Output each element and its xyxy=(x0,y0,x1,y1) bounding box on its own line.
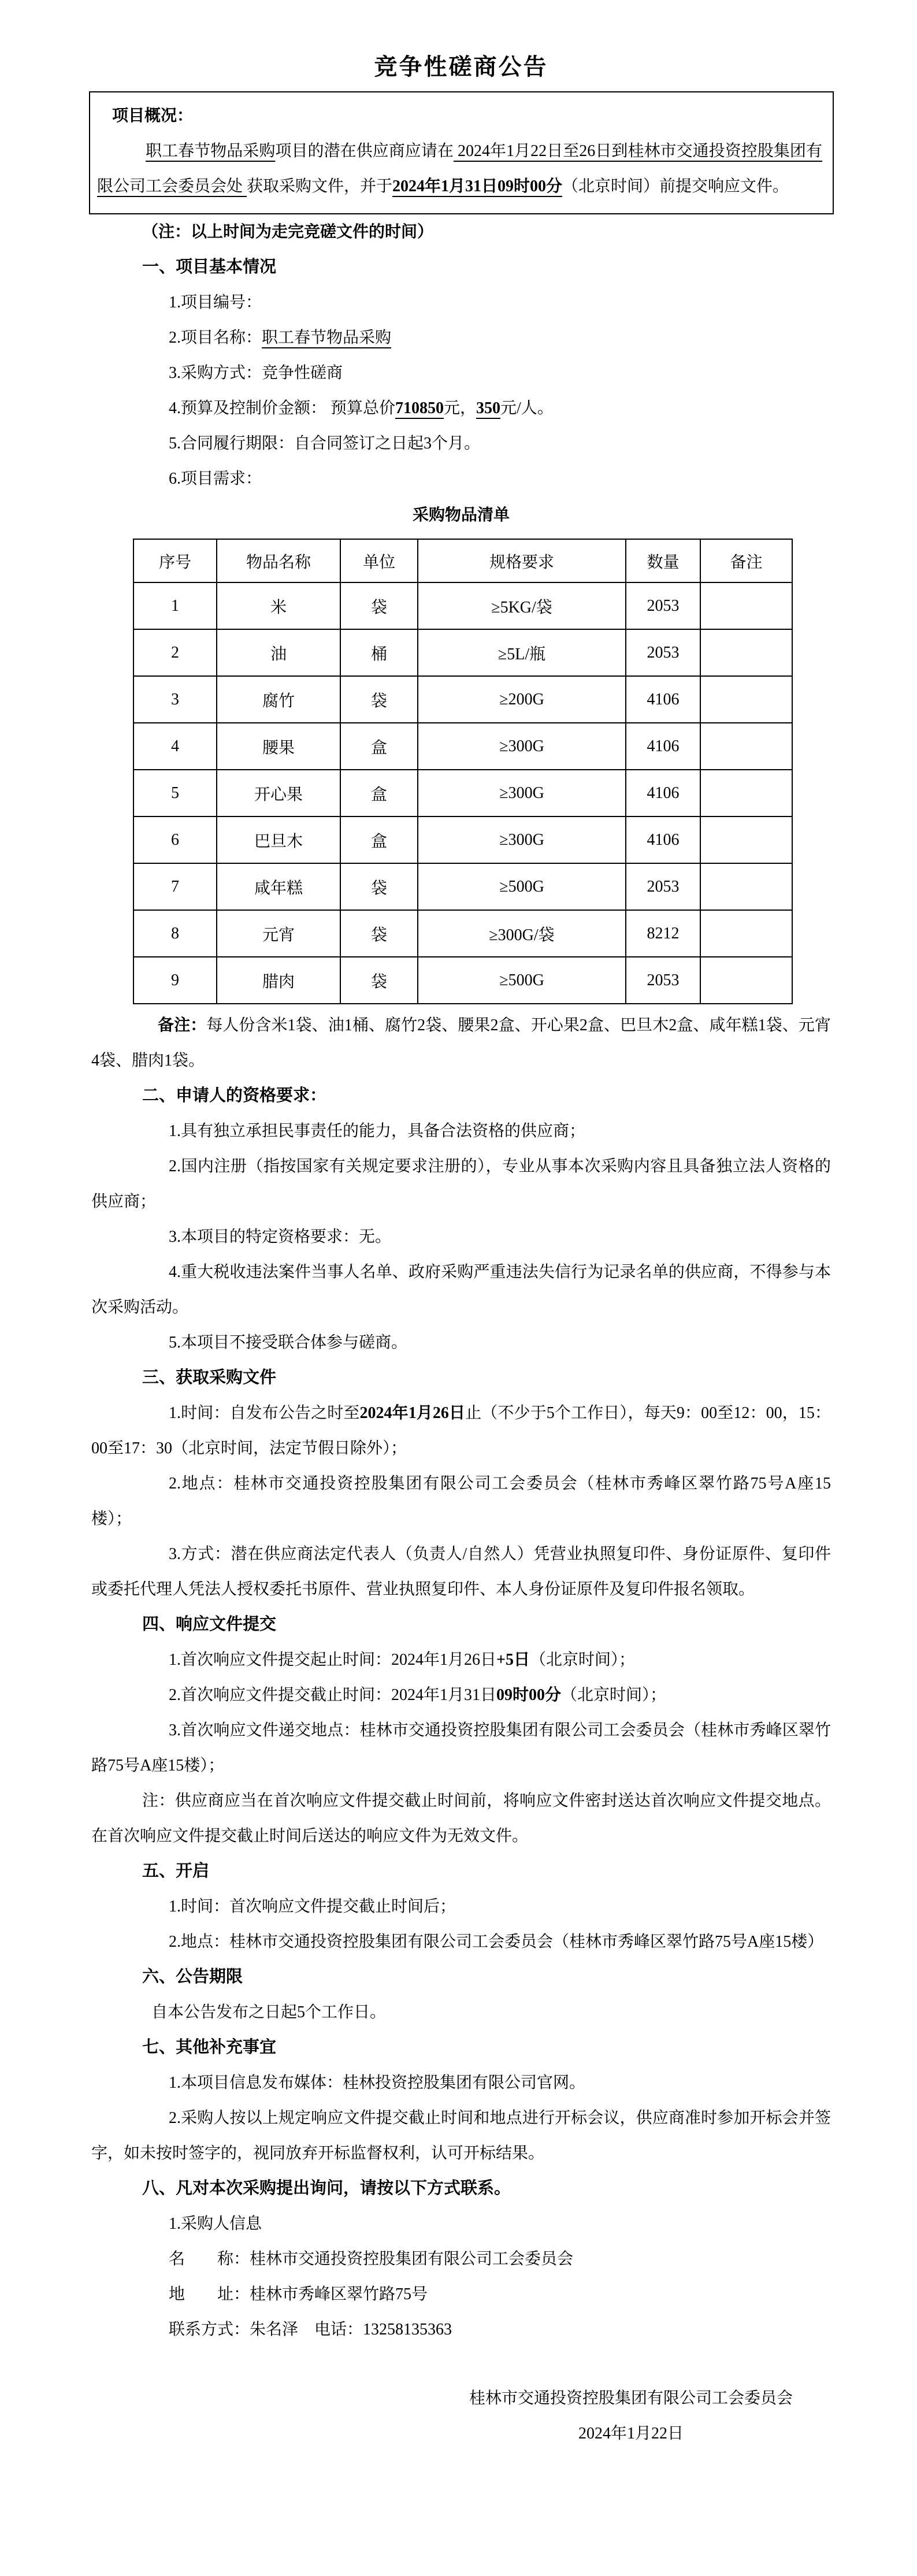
table-cell: ≥300G xyxy=(418,770,626,816)
table-cell: ≥200G xyxy=(418,676,626,723)
section6-heading: 六、公告期限 xyxy=(142,1968,243,1986)
table-cell: ≥500G xyxy=(418,957,626,1004)
media-item: 1.本项目信息发布媒体：桂林投资控股集团有限公司官网。 xyxy=(169,2074,586,2092)
signature-block xyxy=(91,2381,831,2451)
item-text: 1.首次响应文件提交起止时间：2024年1月26日 xyxy=(169,1651,497,1669)
table-cell xyxy=(700,723,792,770)
table-cell: ≥300G/袋 xyxy=(418,910,626,957)
obtain-deadline-date: 2024年1月26日 xyxy=(359,1404,466,1422)
open-place-item: 2.地点：桂林市交通投资控股集团有限公司工会委员会（桂林市秀峰区翠竹路75号A座15楼） xyxy=(169,1933,824,1951)
overview-text: 获取采购文件，并于 xyxy=(247,177,393,195)
budget-item xyxy=(91,391,831,426)
table-cell: 5 xyxy=(133,770,217,816)
table-cell: 7 xyxy=(133,863,217,910)
item-text: 4.预算及控制价金额： 预算总价 xyxy=(169,399,396,417)
table-cell xyxy=(700,957,792,1004)
table-cell: 腰果 xyxy=(217,723,340,770)
table-row xyxy=(133,582,792,629)
overview-box xyxy=(89,91,834,214)
table-cell: 油 xyxy=(217,629,340,676)
purchaser-info-subheading: 1.采购人信息 xyxy=(169,2215,262,2233)
signature-org: 桂林市交通投资控股集团有限公司工会委员会 xyxy=(469,2389,793,2407)
section2-heading: 二、申请人的资格要求： xyxy=(142,1086,327,1105)
item-text: 止（不少于5个工作日），每天9：00至12：00，15：00至17：30（北京时间，法定节假日除外）； xyxy=(91,1404,831,1457)
bid-opening-item: 2.采购人按以上规定响应文件提交截止时间和地点进行开标会议，供应商准时参加开标会并签字，如未按时签字的，视同放弃开标监督权利，认可开标结果。 xyxy=(91,2109,831,2162)
obtain-period-underlined: 2024年1月22日至26日到桂林市交通投资控股集团有限公司工会委员会处 xyxy=(97,142,822,195)
project-name-value: 职工春节物品采购 xyxy=(262,329,392,347)
section7-heading: 七、其他补充事宜 xyxy=(142,2038,277,2057)
open-time-item: 1.时间：首次响应文件提交截止时间后； xyxy=(169,1898,456,1916)
table-cell: ≥500G xyxy=(418,863,626,910)
section5-heading: 五、开启 xyxy=(142,1862,210,1880)
table-cell xyxy=(700,863,792,910)
table-cell xyxy=(700,910,792,957)
submit-note: 注：供应商应当在首次响应文件提交截止时间前，将响应文件密封送达首次响应文件提交地点。在首次响应文件提交截止时间后送达的响应文件为无效文件。 xyxy=(91,1792,831,1845)
project-name-underlined: 职工春节物品采购 xyxy=(146,142,276,160)
item-text: 元， xyxy=(444,399,477,417)
overview-text: 项目的潜在供应商应请在 xyxy=(275,142,454,160)
items-table-title: 采购物品清单 xyxy=(412,506,510,524)
list-item: 4.重大税收违法案件当事人名单、政府采购严重违法失信行为记录名单的供应商，不得参与本次采购活动。 xyxy=(91,1263,831,1316)
table-header-cell: 物品名称 xyxy=(217,539,340,582)
table-cell: 盒 xyxy=(340,770,418,816)
list-item: 3.本项目的特定资格要求：无。 xyxy=(169,1228,392,1246)
submit-deadline-item xyxy=(91,1677,831,1713)
table-remark xyxy=(91,1008,831,1078)
contact-address-line: 地 址：桂林市秀峰区翠竹路75号 xyxy=(169,2285,428,2303)
table-header-cell: 数量 xyxy=(626,539,700,582)
obtain-place-item: 2.地点：桂林市交通投资控股集团有限公司工会委员会（桂林市秀峰区翠竹路75号A座15楼）； xyxy=(91,1475,831,1528)
table-row xyxy=(133,629,792,676)
submit-start-item xyxy=(91,1642,831,1677)
table-cell: 袋 xyxy=(340,957,418,1004)
table-cell xyxy=(700,582,792,629)
table-cell: 袋 xyxy=(340,676,418,723)
table-cell: 6 xyxy=(133,816,217,863)
table-row xyxy=(133,676,792,723)
table-cell: 腐竹 xyxy=(217,676,340,723)
table-cell: 4106 xyxy=(626,816,700,863)
overview-text: （北京时间）前提交响应文件。 xyxy=(562,177,789,195)
submit-start-extra: +5日 xyxy=(496,1651,530,1669)
table-cell: 2053 xyxy=(626,957,700,1004)
project-number-item: 1.项目编号： xyxy=(169,294,262,311)
project-name-item xyxy=(91,320,831,355)
table-cell: ≥5KG/袋 xyxy=(418,582,626,629)
signature-date: 2024年1月22日 xyxy=(578,2425,684,2443)
section3-heading: 三、获取采购文件 xyxy=(142,1368,277,1387)
table-cell: 8212 xyxy=(626,910,700,957)
deadline-underlined: 2024年1月31日09时00分 xyxy=(392,177,563,195)
table-header-cell: 备注 xyxy=(700,539,792,582)
table-cell: 2053 xyxy=(626,582,700,629)
table-cell: 2053 xyxy=(626,629,700,676)
list-item: 5.本项目不接受联合体参与磋商。 xyxy=(169,1334,408,1352)
table-cell: 米 xyxy=(217,582,340,629)
budget-total-value: 710850 xyxy=(395,399,444,417)
obtain-method-item: 3.方式：潜在供应商法定代表人（负责人/自然人）凭营业执照复印件、身份证原件、复印件或委托代理人凭法人授权委托书原件、营业执照复印件、本人身份证原件及复印件报名领取。 xyxy=(91,1545,831,1598)
table-row xyxy=(133,863,792,910)
table-cell: 元宵 xyxy=(217,910,340,957)
table-cell: 袋 xyxy=(340,863,418,910)
document-title: 竞争性磋商公告 xyxy=(374,54,548,80)
table-row xyxy=(133,910,792,957)
overview-paragraph xyxy=(97,133,822,204)
table-cell: ≥5L/瓶 xyxy=(418,629,626,676)
table-cell: 开心果 xyxy=(217,770,340,816)
procurement-method-item: 3.采购方式：竞争性磋商 xyxy=(169,364,343,382)
item-text: （北京时间）； xyxy=(529,1651,635,1669)
table-cell: 3 xyxy=(133,676,217,723)
table-row xyxy=(133,770,792,816)
obtain-time-item xyxy=(91,1395,831,1466)
remark-label: 备注： xyxy=(158,1016,207,1034)
table-cell: ≥300G xyxy=(418,723,626,770)
table-cell: 4106 xyxy=(626,770,700,816)
list-item: 1.具有独立承担民事责任的能力，具备合法资格的供应商； xyxy=(169,1122,586,1140)
table-cell: 8 xyxy=(133,910,217,957)
remark-text: 每人份含米1袋、油1桶、腐竹2袋、腰果2盒、开心果2盒、巴旦木2盒、咸年糕1袋、元宵4袋、腊肉1袋。 xyxy=(91,1016,831,1070)
table-cell: 盒 xyxy=(340,816,418,863)
items-table xyxy=(133,539,793,1004)
table-header-cell: 单位 xyxy=(340,539,418,582)
item-text: （北京时间）； xyxy=(561,1686,667,1704)
submit-place-item: 3.首次响应文件递交地点：桂林市交通投资控股集团有限公司工会委员会（桂林市秀峰区翠竹路75号A座15楼）； xyxy=(91,1721,831,1775)
table-cell: ≥300G xyxy=(418,816,626,863)
item-text: 1.时间：自发布公告之时至 xyxy=(169,1404,360,1422)
table-cell: 4106 xyxy=(626,676,700,723)
table-cell: 9 xyxy=(133,957,217,1004)
contact-name-line: 名 称：桂林市交通投资控股集团有限公司工会委员会 xyxy=(169,2250,574,2268)
section1-heading: 一、项目基本情况 xyxy=(142,258,277,276)
table-cell: 袋 xyxy=(340,582,418,629)
item-text: 2.项目名称： xyxy=(169,329,262,347)
table-header-row xyxy=(133,539,792,582)
section4-heading: 四、响应文件提交 xyxy=(142,1615,277,1634)
table-header-cell: 规格要求 xyxy=(418,539,626,582)
table-cell: 2 xyxy=(133,629,217,676)
signature-inner xyxy=(469,2381,793,2451)
table-row xyxy=(133,957,792,1004)
budget-per-person-value: 350 xyxy=(476,399,501,417)
overview-label: 项目概况： xyxy=(112,107,194,125)
table-row xyxy=(133,723,792,770)
table-row xyxy=(133,816,792,863)
table-cell xyxy=(700,629,792,676)
table-cell: 袋 xyxy=(340,910,418,957)
table-cell: 2053 xyxy=(626,863,700,910)
table-cell: 盒 xyxy=(340,723,418,770)
item-text: 2.首次响应文件提交截止时间：2024年1月31日 xyxy=(169,1686,497,1704)
table-cell: 腊肉 xyxy=(217,957,340,1004)
table-cell xyxy=(700,816,792,863)
time-note: （注：以上时间为走完竞磋文件的时间） xyxy=(142,223,434,241)
items-table-body xyxy=(133,582,792,1004)
table-cell xyxy=(700,676,792,723)
project-demand-item: 6.项目需求： xyxy=(169,470,262,488)
table-cell: 桶 xyxy=(340,629,418,676)
table-cell: 巴旦木 xyxy=(217,816,340,863)
table-header-cell: 序号 xyxy=(133,539,217,582)
contract-period-item: 5.合同履行期限：自合同签订之日起3个月。 xyxy=(169,435,481,452)
submit-deadline-time: 09时00分 xyxy=(496,1686,562,1704)
table-cell: 咸年糕 xyxy=(217,863,340,910)
table-cell xyxy=(700,770,792,816)
table-cell: 4 xyxy=(133,723,217,770)
item-text: 元/人。 xyxy=(500,399,554,417)
announcement-period-text: 自本公告发布之日起5个工作日。 xyxy=(151,2003,387,2021)
table-cell: 1 xyxy=(133,582,217,629)
table-cell: 4106 xyxy=(626,723,700,770)
contact-phone-line: 联系方式：朱名泽 电话：13258135363 xyxy=(169,2321,452,2339)
section8-heading: 八、凡对本次采购提出询问，请按以下方式联系。 xyxy=(142,2179,511,2198)
list-item: 2.国内注册（指按国家有关规定要求注册的），专业从事本次采购内容且具备独立法人资格的供应商； xyxy=(91,1157,831,1211)
